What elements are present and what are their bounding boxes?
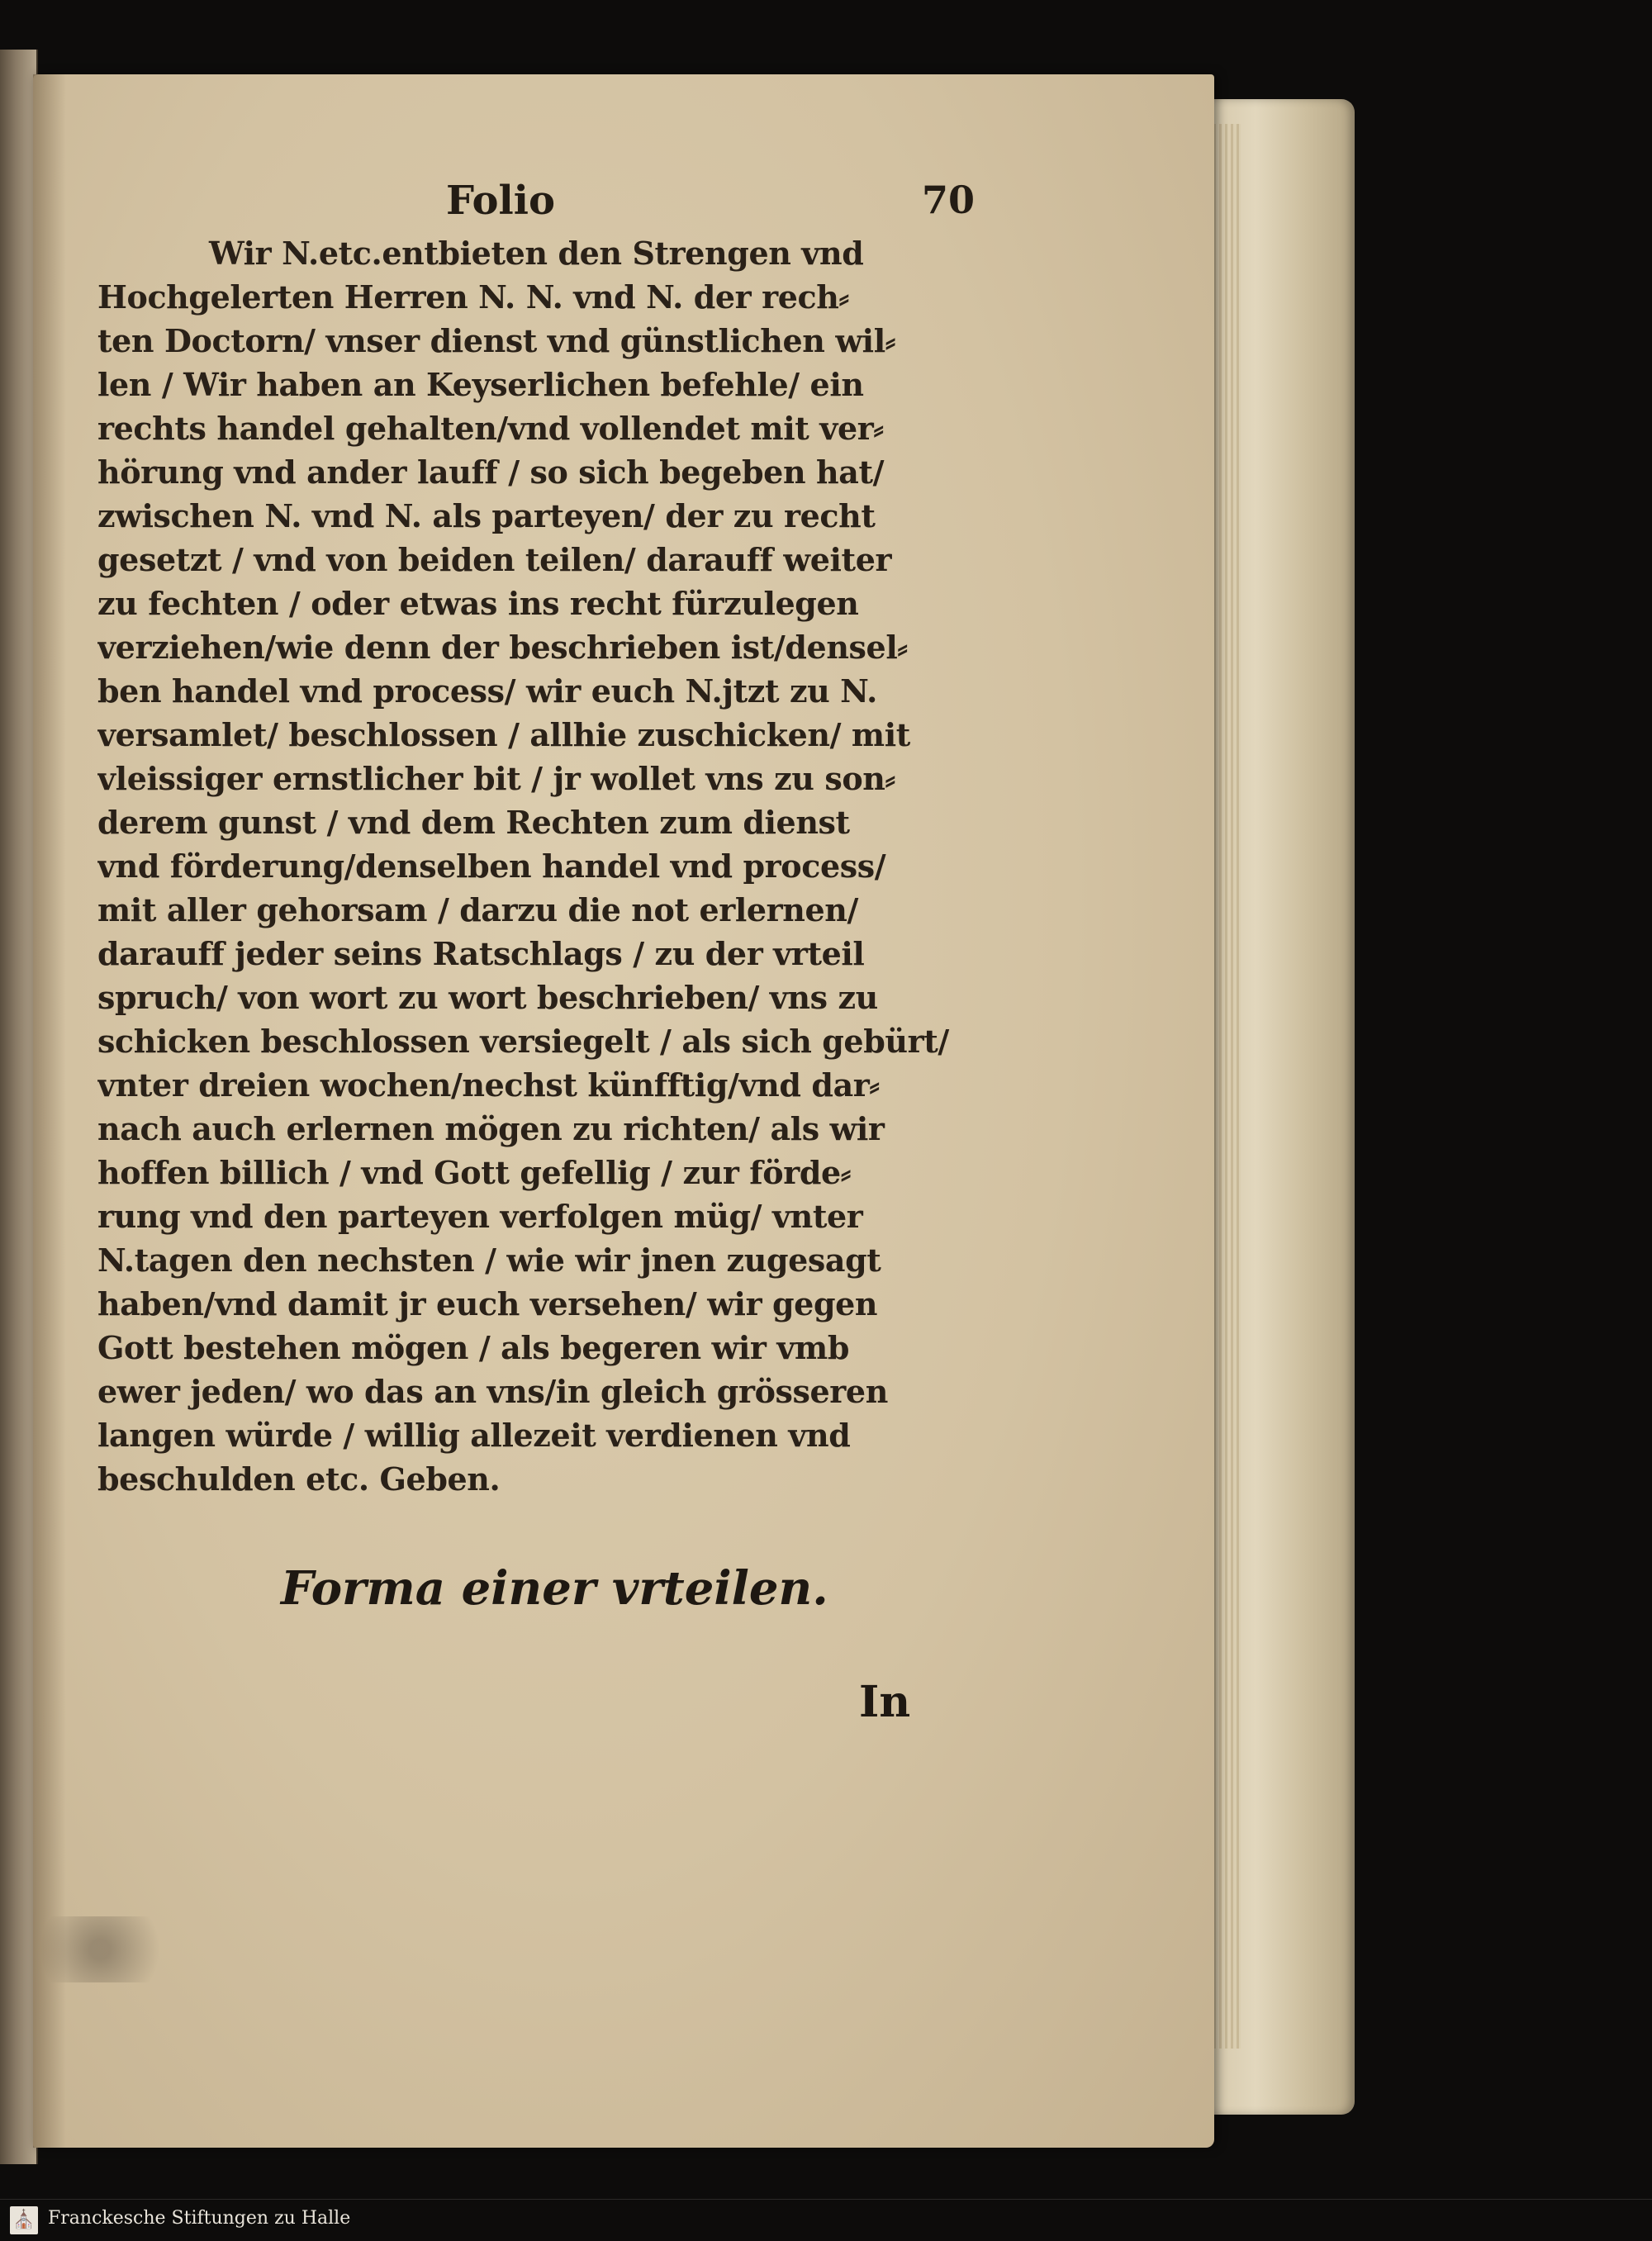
text-line: derem gunst / vnd dem Rechten zum dienst [97, 804, 850, 841]
text-line: len / Wir haben an Keyserlichen befehle/ ein [97, 366, 864, 403]
text-line: vnter dreien wochen/nechst künfftig/vnd dar⸗ [97, 1066, 880, 1104]
text-line: hoffen billich / vnd Gott gefellig / zur förde⸗ [97, 1154, 852, 1191]
footer-bar [0, 2199, 1652, 2241]
paper-stain [37, 1916, 194, 1982]
body-text [97, 231, 969, 1501]
text-line: zwischen N. vnd N. als parteyen/ der zu recht [97, 497, 876, 534]
gutter-shadow [33, 74, 66, 2148]
text-line: rechts handel gehalten/vnd vollendet mit ver⸗ [97, 410, 884, 447]
text-line: spruch/ von wort zu wort beschrieben/ vns zu [97, 979, 878, 1016]
text-line: Hochgelerten Herren N. N. vnd N. der rech⸗ [97, 278, 849, 316]
text-line: langen würde / willig allezeit verdienen vnd [97, 1417, 851, 1454]
catchword: In [859, 1677, 911, 1727]
text-line: haben/vnd damit jr euch versehen/ wir gegen [97, 1285, 878, 1322]
text-line: schicken beschlossen versiegelt / als sich gebürt/ [97, 1023, 949, 1060]
text-line: vnd förderung/denselben handel vnd process/ [97, 847, 886, 885]
text-line: Wir N.etc.entbieten den Strengen vnd [209, 235, 864, 272]
text-line: beschulden etc. Geben. [97, 1460, 501, 1498]
text-line: N.tagen den nechsten / wie wir jnen zugesagt [97, 1242, 881, 1279]
text-line: gesetzt / vnd von beiden teilen/ darauff weiter [97, 541, 892, 578]
running-head: Folio [446, 178, 555, 224]
text-line: rung vnd den parteyen verfolgen müg/ vnter [97, 1198, 863, 1235]
text-line: verziehen/wie denn der beschrieben ist/densel⸗ [97, 629, 908, 666]
text-line: versamlet/ beschlossen / allhie zuschicken/ mit [97, 716, 910, 753]
footer-label: Franckesche Stiftungen zu Halle [48, 2208, 351, 2229]
text-line: ten Doctorn/ vnser dienst vnd günstlichen wil⸗ [97, 322, 895, 359]
text-line: nach auch erlernen mögen zu richten/ als wir [97, 1110, 885, 1147]
text-line: ewer jeden/ wo das an vns/in gleich grösseren [97, 1373, 888, 1410]
text-line: darauff jeder seins Ratschlags / zu der vrteil [97, 935, 865, 972]
text-line: vleissiger ernstlicher bit / jr wollet vns zu son⸗ [97, 760, 895, 797]
page-header [446, 178, 975, 235]
text-line: zu fechten / oder etwas ins recht fürzulegen [97, 585, 859, 622]
text-line: Gott bestehen mögen / als begeren wir vmb [97, 1329, 850, 1366]
foundation-logo-icon: ⛪ [10, 2206, 38, 2234]
section-heading: Forma einer vrteilen. [281, 1561, 828, 1616]
text-line: mit aller gehorsam / darzu die not erlernen/ [97, 891, 859, 928]
folio-number: 70 [921, 178, 975, 222]
text-line: ben handel vnd process/ wir euch N.jtzt zu N. [97, 672, 877, 710]
text-line: hörung vnd ander lauff / so sich begeben hat/ [97, 453, 885, 491]
